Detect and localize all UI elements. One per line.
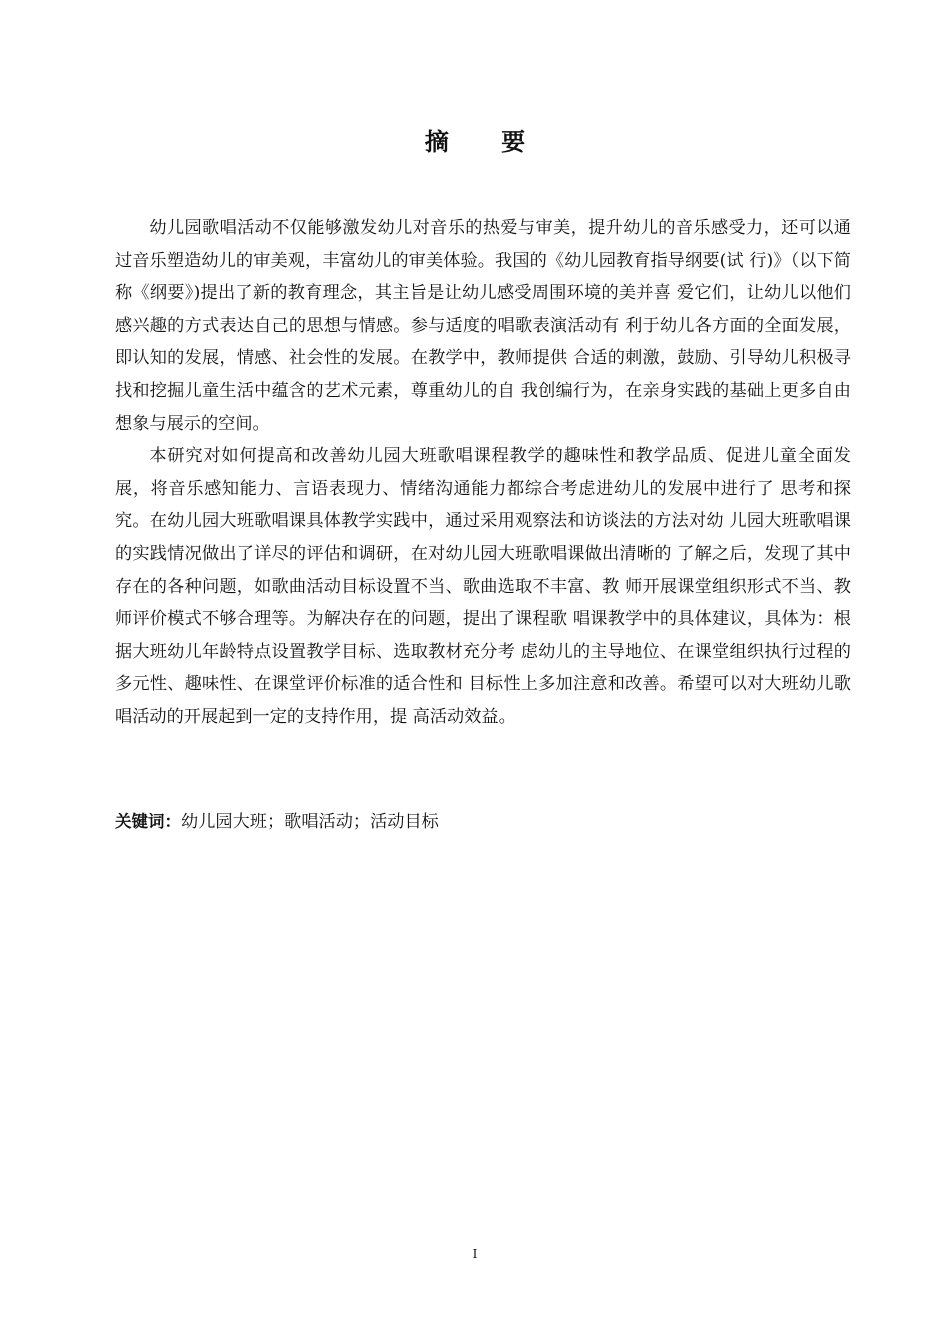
- abstract-paragraph-1: 幼儿园歌唱活动不仅能够激发幼儿对音乐的热爱与审美，提升幼儿的音乐感受力，还可以通过音乐塑造幼儿的审美观，丰富幼儿的审美体验。我国的《幼儿园教育指导纲要(试 行)》（以下简称《纲要》)提出了新的教育理念，其主旨是让幼儿感受周围环境的美并喜 爱它们，让幼儿以他们感兴趣的方式表达自己的思想与情感。参与适度的唱歌表演活动有 利于幼儿各方面的全面发展，即认知的发展，情感、社会性的发展。在教学中，教师提供 合适的刺激，鼓励、引导幼儿积极寻找和挖掘儿童生活中蕴含的艺术元素，尊重幼儿的自 我创编行为，在亲身实践的基础上更多自由想象与展示的空间。: [115, 218, 851, 434]
- keywords-label: 关键词：: [115, 812, 181, 831]
- keywords-line: [115, 806, 851, 838]
- page-number: I: [472, 1247, 478, 1261]
- abstract-title: 摘 要: [424, 128, 548, 156]
- abstract-body: [115, 212, 851, 734]
- abstract-paragraph-2: 本研究对如何提高和改善幼儿园大班歌唱课程教学的趣味性和教学品质、促进儿童全面发展，将音乐感知能力、言语表现力、情绪沟通能力都综合考虑进幼儿的发展中进行了 思考和探究。在幼儿园大班歌唱课具体教学实践中，通过采用观察法和访谈法的方法对幼 儿园大班歌唱课的实践情况做出了详尽的评估和调研，在对幼儿园大班歌唱课做出清晰的 了解之后，发现了其中存在的各种问题，如歌曲活动目标设置不当、歌曲选取不丰富、教 师开展课堂组织形式不当、教师评价模式不够合理等。为解决存在的问题，提出了课程歌 唱课教学中的具体建议，具体为：根据大班幼儿年龄特点设置教学目标、选取教材充分考 虑幼儿的主导地位、在课堂组织执行过程的多元性、趣味性、在课堂评价标准的适合性和 目标性上多加注意和改善。希望可以对大班幼儿歌唱活动的开展起到一定的支持作用，提 高活动效益。: [115, 446, 851, 727]
- keywords-text: 幼儿园大班；歌唱活动；活动目标: [181, 812, 439, 832]
